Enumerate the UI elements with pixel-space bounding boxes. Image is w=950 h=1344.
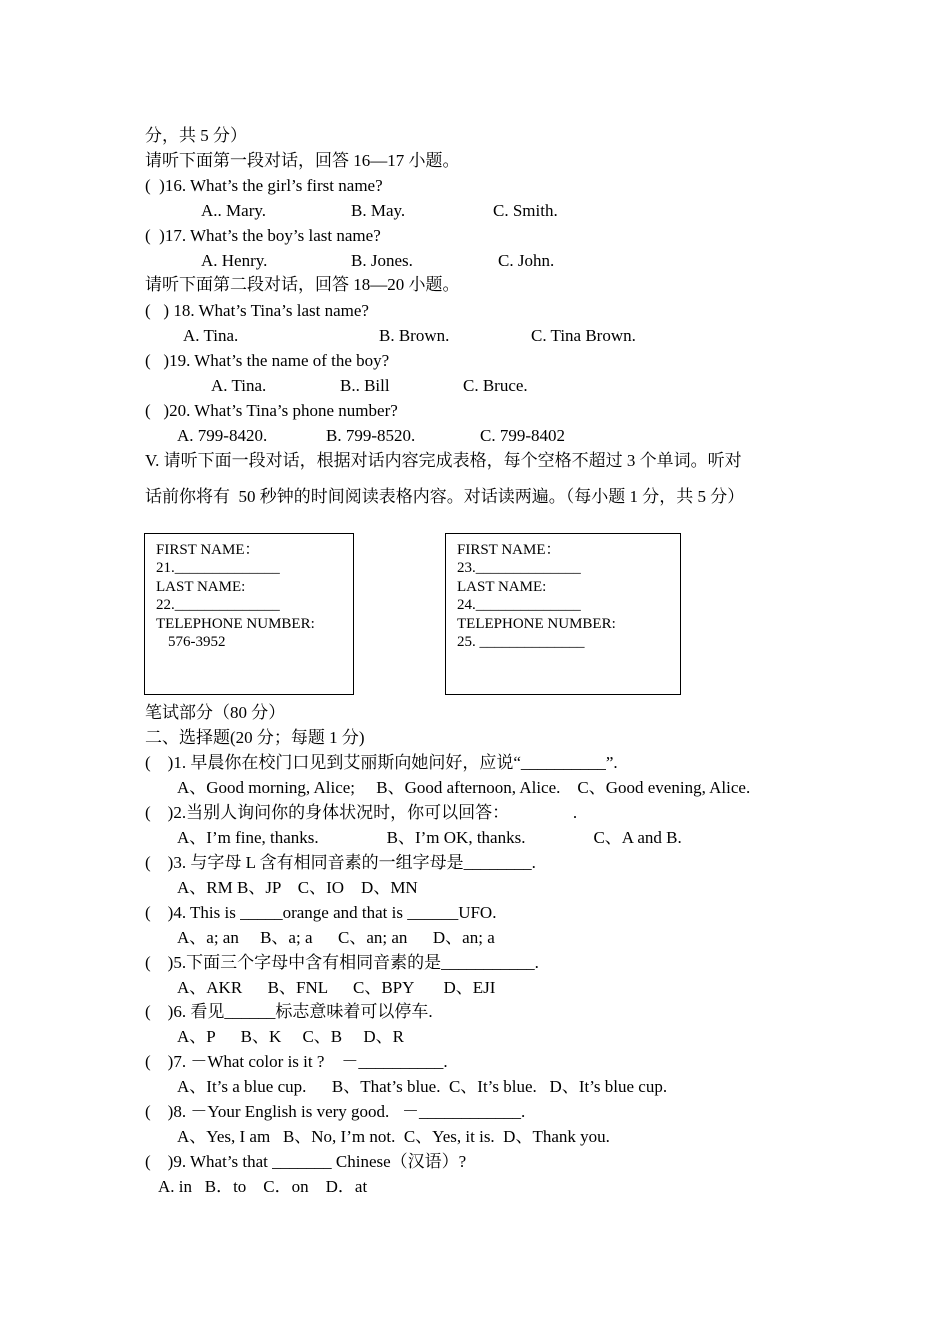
q16-stem: ( )16. What’s the girl’s first name? — [145, 176, 383, 195]
q1-options: A、Good morning, Alice; B、Good afternoon, Alice. C、Good evening, Alice. — [177, 778, 751, 797]
q3-stem: ( )3. 与字母 L 含有相同音素的一组字母是________. — [145, 853, 536, 872]
telephone-number-label: TELEPHONE NUMBER: — [457, 616, 616, 632]
q16-option-c: C. Smith. — [493, 201, 558, 220]
q18-option-b: B. Brown. — [379, 326, 450, 345]
q6-stem: ( )6. 看见______标志意味着可以停车. — [145, 1002, 433, 1021]
q1-stem: ( )1. 早晨你在校门口见到艾丽斯向她问好，应说“__________”. — [145, 753, 618, 772]
q20-option-c: C. 799-8402 — [480, 426, 565, 445]
q19-option-b: B.. Bill — [340, 376, 390, 395]
form-box-left — [144, 533, 354, 695]
answer-blank-23[interactable]: 23.______________ — [457, 560, 581, 576]
q17-option-c: C. John. — [498, 251, 555, 270]
telephone-number-value: 576-3952 — [168, 634, 226, 650]
q18-option-c: C. Tina Brown. — [531, 326, 636, 345]
q17-stem: ( )17. What’s the boy’s last name? — [145, 226, 381, 245]
section5-instructions-line2: 话前你将有 50 秒钟的时间阅读表格内容。对话读两遍。（每小题 1 分，共 5 分） — [145, 487, 745, 506]
q9-stem: ( )9. What’s that _______ Chinese（汉语）? — [145, 1152, 467, 1171]
q18-option-a: A. Tina. — [183, 326, 239, 345]
q16-option-b: B. May. — [351, 201, 406, 220]
telephone-number-label: TELEPHONE NUMBER: — [156, 616, 315, 632]
q19-stem: ( )19. What’s the name of the boy? — [145, 351, 390, 370]
q6-options: A、P B、K C、B D、R — [177, 1027, 405, 1046]
q2-stem: ( )2.当别人询问你的身体状况时，你可以回答： . — [145, 803, 578, 822]
q17-option-a: A. Henry. — [201, 251, 268, 270]
q19-option-a: A. Tina. — [211, 376, 267, 395]
q19-option-c: C. Bruce. — [463, 376, 528, 395]
q20-stem: ( )20. What’s Tina’s phone number? — [145, 401, 398, 420]
q7-stem: ( )7. －What color is it ? －__________. — [145, 1052, 448, 1071]
q4-stem: ( )4. This is _____orange and that is ______UFO. — [145, 903, 497, 922]
q17-option-b: B. Jones. — [351, 251, 413, 270]
section2-heading: 二、选择题(20 分；每题 1 分) — [145, 728, 365, 747]
q5-options: A、AKR B、FNL C、BPY D、EJI — [177, 978, 496, 997]
last-name-label: LAST NAME: — [156, 579, 246, 595]
first-name-label: FIRST NAME： — [457, 542, 561, 558]
q20-option-b: B. 799-8520. — [326, 426, 416, 445]
q20-option-a: A. 799-8420. — [177, 426, 268, 445]
q2-options: A、I’m fine, thanks. B、I’m OK, thanks. C、A and B. — [177, 828, 682, 847]
section5-instructions-line1: V. 请听下面一段对话，根据对话内容完成表格，每个空格不超过 3 个单词。听对 — [145, 451, 742, 470]
last-name-label: LAST NAME: — [457, 579, 547, 595]
q8-options: A、Yes, I am B、No, I’m not. C、Yes, it is. D、Thank you. — [177, 1127, 610, 1146]
section-intro-tail: 分，共 5 分） — [145, 126, 247, 145]
written-section-title: 笔试部分（80 分） — [145, 703, 286, 722]
answer-blank-25[interactable]: 25. ______________ — [457, 634, 585, 650]
dialog1-intro: 请听下面第一段对话，回答 16—17 小题。 — [145, 151, 460, 170]
q3-options: A、RM B、JP C、IO D、MN — [177, 878, 418, 897]
q18-stem: ( ) 18. What’s Tina’s last name? — [145, 301, 369, 320]
q5-stem: ( )5.下面三个字母中含有相同音素的是___________. — [145, 953, 539, 972]
q16-option-a: A.. Mary. — [201, 201, 266, 220]
q4-options: A、a; an B、a; a C、an; an D、an; a — [177, 928, 495, 947]
q9-options: A. in B．to C．on D．at — [158, 1177, 368, 1196]
form-box-right — [445, 533, 681, 695]
answer-blank-22[interactable]: 22.______________ — [156, 597, 280, 613]
q7-options: A、It’s a blue cup. B、That’s blue. C、It’s blue. D、It’s blue cup. — [177, 1077, 668, 1096]
q8-stem: ( )8. －Your English is very good. －____________. — [145, 1102, 526, 1121]
dialog2-intro: 请听下面第二段对话，回答 18—20 小题。 — [145, 275, 460, 294]
answer-blank-21[interactable]: 21.______________ — [156, 560, 280, 576]
first-name-label: FIRST NAME： — [156, 542, 260, 558]
answer-blank-24[interactable]: 24.______________ — [457, 597, 581, 613]
